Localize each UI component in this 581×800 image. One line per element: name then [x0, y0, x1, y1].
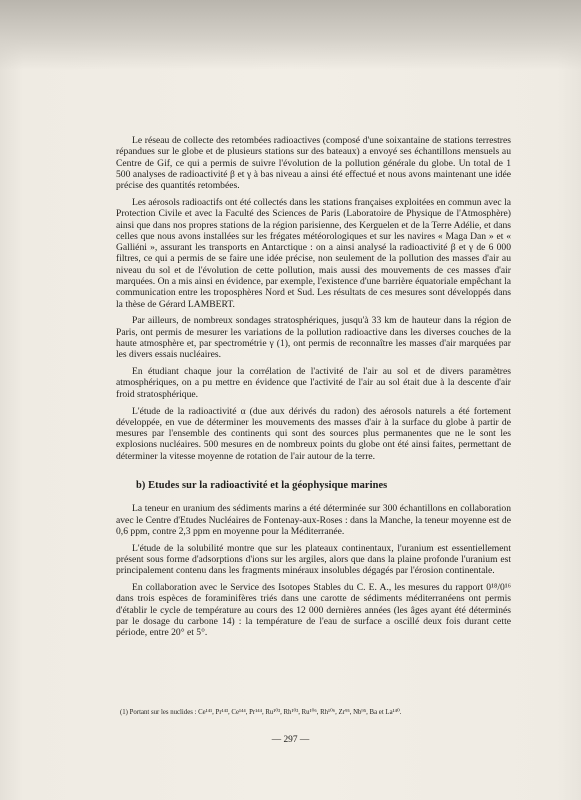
- paragraph-alpha-radioactivity: L'étude de la radioactivité α (due aux dérivés du radon) des aérosols naturels a été fortement développée, en vue de déterminer les mouvements des masses d'air à la surface du globe à partir de mesures par l'ensemble des continents qui sont des sources plus permanentes que ne le sont les explosions nucléaires. 500 mesures en de nombreux points du globe ont été ainsi faites, permettant de déterminer la vitesse moyenne de rotation de l'air autour de la terre.: [116, 405, 511, 462]
- paragraph-stratospheric-soundings: Par ailleurs, de nombreux sondages stratosphériques, jusqu'à 33 km de hauteur dans la région de Paris, ont permis de mesurer les variations de la pollution radioactive dans les diverses couches de la haute atmosphère et, par spectrométrie γ (1), ont permis de reconnaître les masses d'air marquées par les divers essais nucléaires.: [116, 315, 511, 361]
- paragraph-aerosols: Les aérosols radioactifs ont été collectés dans les stations françaises exploitées en commun avec la Protection Civile et avec la Faculté des Sciences de Paris (Laboratoire de Physique de l'Atmosphère) ainsi que dans nos propres stations de la région parisienne, des Kerguelen et de la Terre Adélie, et dans celles que nous avons installées sur les frégates météorologiques et sur les navires « Maga Dan » et « Galliéni », assurant les transports en Antarctique : on a ainsi analysé la radioactivité β et γ de 6 000 filtres, ce qui a permis de se faire une idée précise, non seulement de la pollution des masses d'air au niveau du sol et de l'évolution de cette pollution, mais aussi des mouvements de ces masses d'air marquées. On a mis ainsi en évidence, par exemple, l'existence d'une barrière équatoriale empêchant la communication entre les troposphères Nord et Sud. Les résultats de ces mesures sont développés dans la thèse de Gérard LAMBERT.: [116, 196, 511, 310]
- paragraph-fallout-network: Le réseau de collecte des retombées radioactives (composé d'une soixantaine de stations terrestres répandues sur le globe et de plusieurs stations sur des bateaux) a envoyé ses échantillons mensuels au Centre de Gif, ce qui a permis de suivre l'évolution de la pollution générale du globe. Un total de 1 500 analyses de radioactivité β et γ à bas niveau a ainsi été effectué et nous avons maintenant une idée précise des quantités retombées.: [116, 135, 511, 192]
- paragraph-solubility: L'étude de la solubilité montre que sur les plateaux continentaux, l'uranium est essentiellement présent sous forme d'adsorptions d'ions sur les argiles, alors que dans la plaine profonde l'uranium est principalement contenu dans les fragments minéraux insolubles dégagés par l'érosion continentale.: [116, 542, 511, 577]
- paragraph-correlation: En étudiant chaque jour la corrélation de l'activité de l'air au sol et de divers paramètres atmosphériques, on a pu mettre en évidence que l'activité de l'air au sol était due à la descente d'air froid stratosphérique.: [116, 366, 511, 400]
- paragraph-isotope-ratio: En collaboration avec le Service des Isotopes Stables du C. E. A., les mesures du rapport 0¹⁸/0¹⁶ dans trois espèces de foraminifères triés dans une carotte de sédiments méditerranéens ont permis d'établir le cycle de température au cours des 12 000 dernières années (les âges ayant été déterminés par le dosage du carbone 14) : la température de l'eau de surface a oscillé deux fois durant cette période, entre 20° et 5°.: [116, 582, 511, 639]
- scan-shadow: [0, 0, 581, 70]
- body-text: [116, 135, 511, 644]
- section-heading: b) Etudes sur la radioactivité et la géophysique marines: [136, 480, 388, 492]
- page-number: — 297 —: [271, 735, 310, 745]
- footnote: (1) Portant sur les nuclides : Ce¹⁴¹, Pr¹⁴³, Ce¹⁴⁴, Pr¹⁴⁴, Ru¹⁰³, Rh¹⁰³, Ru¹⁰⁶, Rh¹⁰⁶, Zr⁹⁵, Nb⁹⁵, Ba et La¹⁴⁰.: [120, 709, 402, 716]
- paragraph-uranium-content: La teneur en uranium des sédiments marins a été déterminée sur 300 échantillons en collaboration avec le Centre d'Etudes Nucléaires de Fontenay-aux-Roses : dans la Manche, la teneur moyenne est de 0,6 ppm, contre 2,3 ppm en moyenne pour la Méditerranée.: [116, 503, 511, 537]
